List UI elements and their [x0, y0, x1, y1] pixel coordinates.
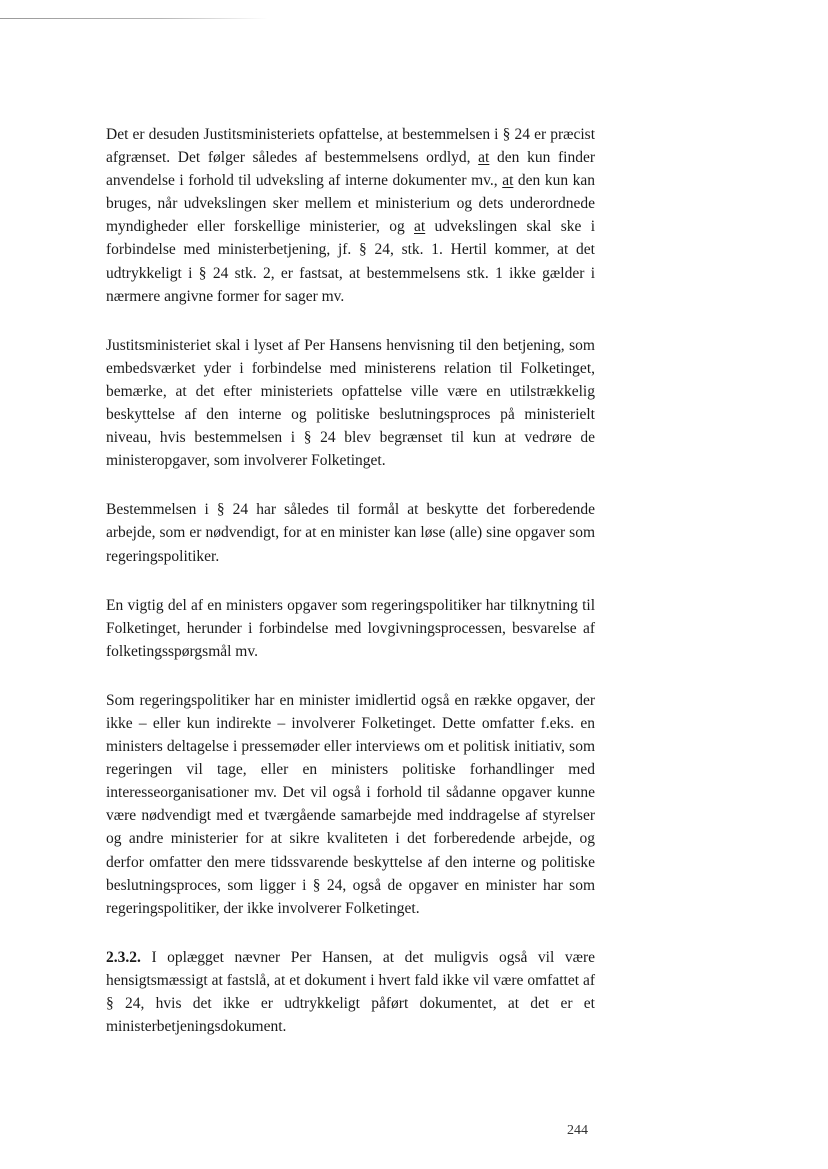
- paragraph-5: Som regeringspolitiker har en minister imidlertid også en række opgaver, der ikke – eller kun indirekte – involverer Folketinget. Dette omfatter f.eks. en ministers deltagelse i pressemøder eller interviews om et politisk initiativ, som regeringen vil tage, eller en ministers politiske forhandlinger med interesseorganisationer mv. Det vil også i forhold til sådanne opgaver kunne være nødvendigt med et tværgående samarbejde med inddragelse af styrelser og andre ministerier for at sikre kvaliteten i det forberedende arbejde, og derfor omfatter den mere tidssvarende beskyttelse af den interne og politiske beslutningsproces, som ligger i § 24, også de opgaver en minister har som regeringspolitiker, der ikke involverer Folketinget.: [106, 691, 595, 917]
- p1-text-2: den kun finder anvendelse i forhold til udveksling af interne dokumenter mv.,: [106, 149, 595, 190]
- document-body: [106, 123, 595, 1064]
- p1-underlined-at-2: at: [502, 172, 514, 190]
- p1-text-3: den kun kan bruges, når udvekslingen sker mellem et ministerium og dets underordnede myndigheder eller forskellige ministerier, og: [106, 172, 595, 236]
- p1-underlined-at-3: at: [414, 218, 426, 236]
- scan-edge-line: [0, 18, 268, 19]
- section-number: 2.3.2.: [106, 948, 141, 966]
- p1-text-4: udvekslingen skal ske i forbindelse med ministerbetjening, jf. § 24, stk. 1. Hertil kommer, at det udtrykkeligt i § 24 stk. 2, er fastsat, at bestemmelsens stk. 1 ikke gælder i nærmere angivne former for sager mv.: [106, 218, 595, 305]
- paragraph-4: En vigtig del af en ministers opgaver som regeringspolitiker har tilknytning til Folketinget, herunder i forbindelse med lovgivningsprocessen, besvarelse af folketingsspørgsmål mv.: [106, 596, 595, 660]
- paragraph-3: Bestemmelsen i § 24 har således til formål at beskytte det forberedende arbejde, som er nødvendigt, for at en minister kan løse (alle) sine opgaver som regeringspolitiker.: [106, 501, 595, 565]
- paragraph-2: Justitsministeriet skal i lyset af Per Hansens henvisning til den betjening, som embedsværket yder i forbindelse med ministerens relation til Folketinget, bemærke, at det efter ministeriets opfattelse ville være en utilstrækkelig beskyttelse af den interne og politiske beslutningsproces på ministerielt niveau, hvis bestemmelsen i § 24 blev begrænset til kun at vedrøre de ministeropgaver, som involverer Folketinget.: [106, 336, 595, 470]
- paragraph-1: [106, 123, 595, 308]
- p1-text-1: Det er desuden Justitsministeriets opfattelse, at bestemmelsen i § 24 er præcist afgrænset. Det følger således af bestemmelsens ordlyd,: [106, 126, 595, 167]
- p6-text: I oplægget nævner Per Hansen, at det muligvis også vil være hensigtsmæssigt at fastslå, at et dokument i hvert fald ikke vil være omfattet af § 24, hvis det ikke er udtrykkeligt påført dokumentet, at det er et ministerbetjeningsdokument.: [106, 948, 595, 1036]
- p1-underlined-at-1: at: [478, 149, 490, 167]
- page-number: 244: [567, 1123, 588, 1138]
- paragraph-6: [106, 946, 595, 1038]
